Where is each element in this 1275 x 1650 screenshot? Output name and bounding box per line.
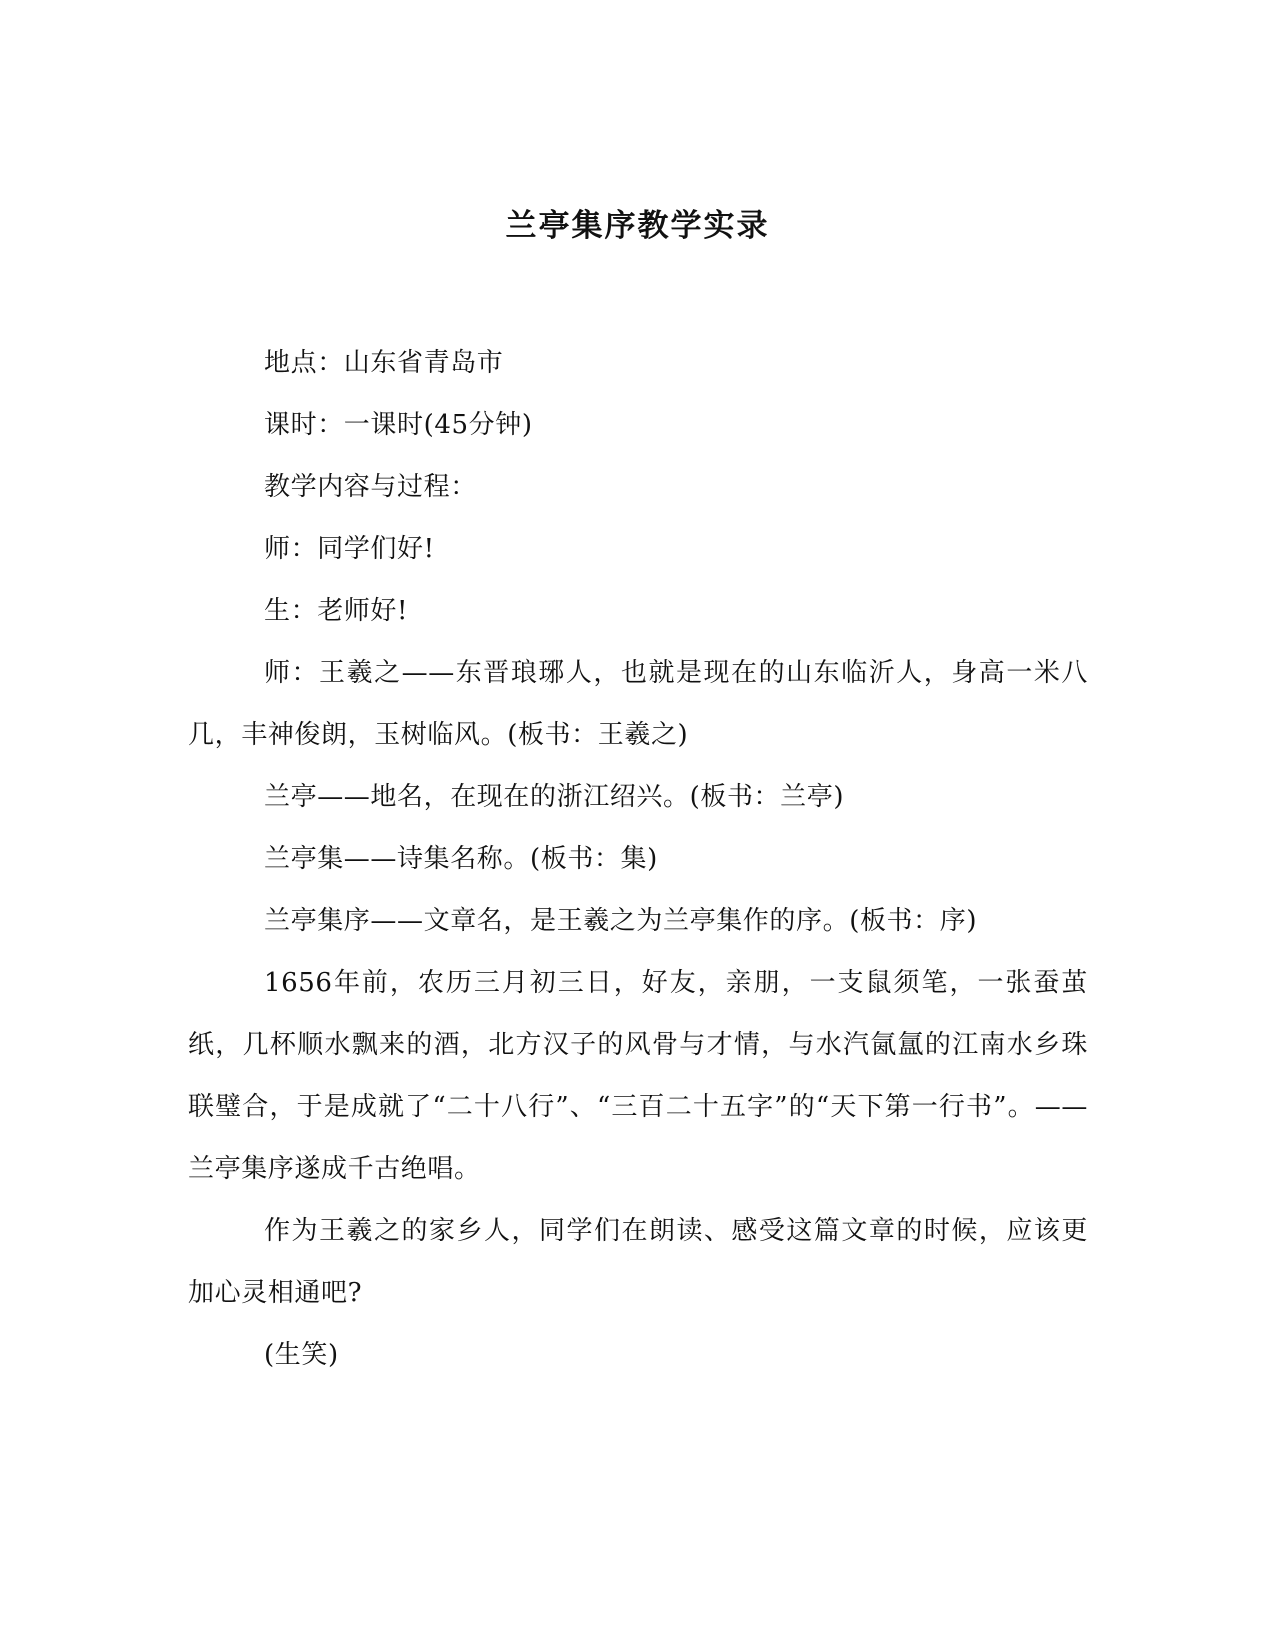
paragraph-teacher-greeting: 师：同学们好! — [264, 534, 435, 564]
paragraph-students-laugh: (生笑) — [264, 1340, 339, 1370]
paragraph-lanting-preface: 兰亭集序——文章名，是王羲之为兰亭集作的序。(板书：序) — [264, 906, 978, 936]
document-body — [188, 332, 1088, 1386]
document-title: 兰亭集序教学实录 — [505, 208, 770, 244]
paragraph-teaching-content: 教学内容与过程： — [264, 472, 477, 502]
paragraph-hometown: 作为王羲之的家乡人，同学们在朗读、感受这篇文章的时候，应该更加心灵相通吧? — [188, 1216, 1088, 1308]
paragraph-class-hours: 课时：一课时(45分钟) — [264, 410, 533, 440]
paragraph-history: 1656年前，农历三月初三日，好友，亲朋，一支鼠须笔，一张蚕茧纸，几杯顺水飘来的酒，北方汉子的风骨与才情，与水汽氤氲的江南水乡珠联璧合，于是成就了“二十八行”、“三百二十五字”的“天下第一行书”。——兰亭集序遂成千古绝唱。 — [188, 968, 1088, 1184]
paragraph-lanting-collection: 兰亭集——诗集名称。(板书：集) — [264, 844, 658, 874]
paragraph-student-greeting: 生：老师好! — [264, 596, 409, 626]
paragraph-lanting: 兰亭——地名，在现在的浙江绍兴。(板书：兰亭) — [264, 782, 845, 812]
paragraph-location: 地点：山东省青岛市 — [264, 348, 504, 378]
paragraph-wang-xizhi: 师：王羲之——东晋琅琊人，也就是现在的山东临沂人，身高一米八几，丰神俊朗，玉树临风。(板书：王羲之) — [188, 658, 1088, 750]
